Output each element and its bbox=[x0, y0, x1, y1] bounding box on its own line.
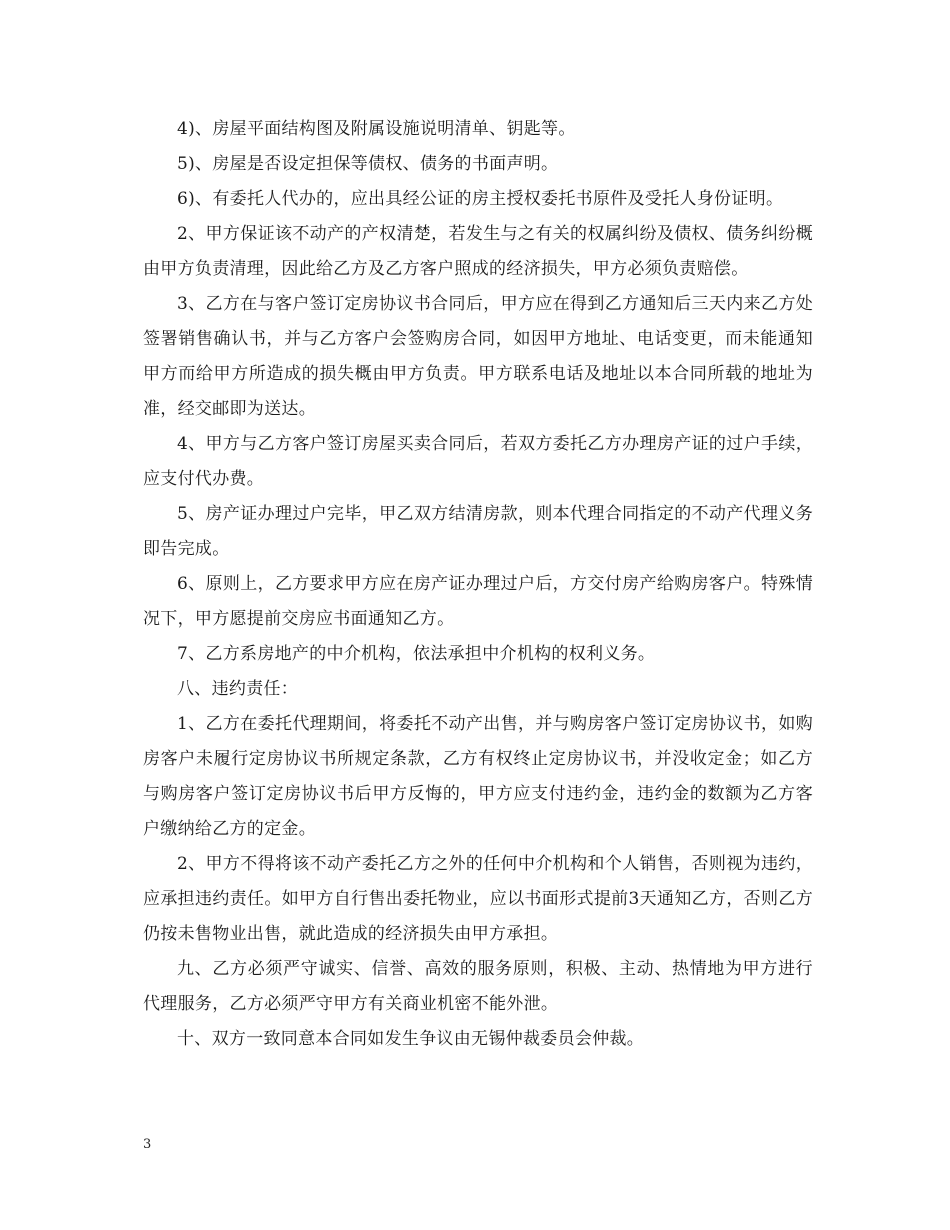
paragraph-item-4-floor-plan: 4)、房屋平面结构图及附属设施说明清单、钥匙等。 bbox=[177, 119, 576, 139]
paragraph-clause-6-handover: 6、原则上，乙方要求甲方应在房产证办理过户后，方交付房产给购房客户。特殊情况下，甲方愿提前交房应书面通知乙方。 bbox=[143, 574, 813, 629]
paragraph-clause-3-sales-confirmation: 3、乙方在与客户签订定房协议书合同后，甲方应在得到乙方通知后三天内来乙方处签署销售确认书，并与乙方客户会签购房合同，如因甲方地址、电话变更，而未能通知甲方而给甲方所造成的损失概由甲方负责。甲方联系电话及地址以本合同所载的地址为准，经交邮即为送达。 bbox=[143, 294, 813, 419]
paragraph-clause-2-title-guarantee: 2、甲方保证该不动产的产权清楚，若发生与之有关的权属纠纷及债权、债务纠纷概由甲方负责清理，因此给乙方及乙方客户照成的经济损失，甲方必须负责赔偿。 bbox=[143, 224, 813, 279]
paragraph-breach-2-exclusive: 2、甲方不得将该不动产委托乙方之外的任何中介机构和个人销售，否则视为违约，应承担违约责任。如甲方自行售出委托物业，应以书面形式提前3天通知乙方，否则乙方仍按未售物业出售，就此造成的经济损失由甲方承担。 bbox=[143, 854, 813, 944]
paragraph-clause-5-completion: 5、房产证办理过户完毕，甲乙双方结清房款，则本代理合同指定的不动产代理义务即告完成。 bbox=[143, 504, 813, 559]
paragraph-clause-7-agency-rights: 7、乙方系房地产的中介机构，依法承担中介机构的权利义务。 bbox=[177, 644, 656, 664]
contract-body bbox=[143, 112, 813, 1057]
paragraph-breach-1-deposit: 1、乙方在委托代理期间，将委托不动产出售，并与购房客户签订定房协议书，如购房客户未履行定房协议书所规定条款，乙方有权终止定房协议书，并没收定金；如乙方与购房客户签订定房协议书后甲方反悔的，甲方应支付违约金，违约金的数额为乙方客户缴纳给乙方的定金。 bbox=[143, 714, 813, 839]
paragraph-section-10-arbitration: 十、双方一致同意本合同如发生争议由无锡仲裁委员会仲裁。 bbox=[177, 1029, 645, 1049]
paragraph-item-6-proxy: 6)、有委托人代办的，应出具经公证的房主授权委托书原件及受托人身份证明。 bbox=[177, 189, 784, 209]
paragraph-item-5-mortgage-statement: 5)、房屋是否设定担保等债权、债务的书面声明。 bbox=[177, 154, 559, 174]
paragraph-section-9-service-principles: 九、乙方必须严守诚实、信誉、高效的服务原则，积极、主动、热情地为甲方进行代理服务，乙方必须严守甲方有关商业机密不能外泄。 bbox=[143, 959, 813, 1014]
page-number: 3 bbox=[143, 1137, 152, 1152]
paragraph-clause-4-transfer-fee: 4、甲方与乙方客户签订房屋买卖合同后，若双方委托乙方办理房产证的过户手续，应支付代办费。 bbox=[143, 434, 813, 489]
section-heading-breach-liability: 八、违约责任： bbox=[177, 679, 299, 699]
